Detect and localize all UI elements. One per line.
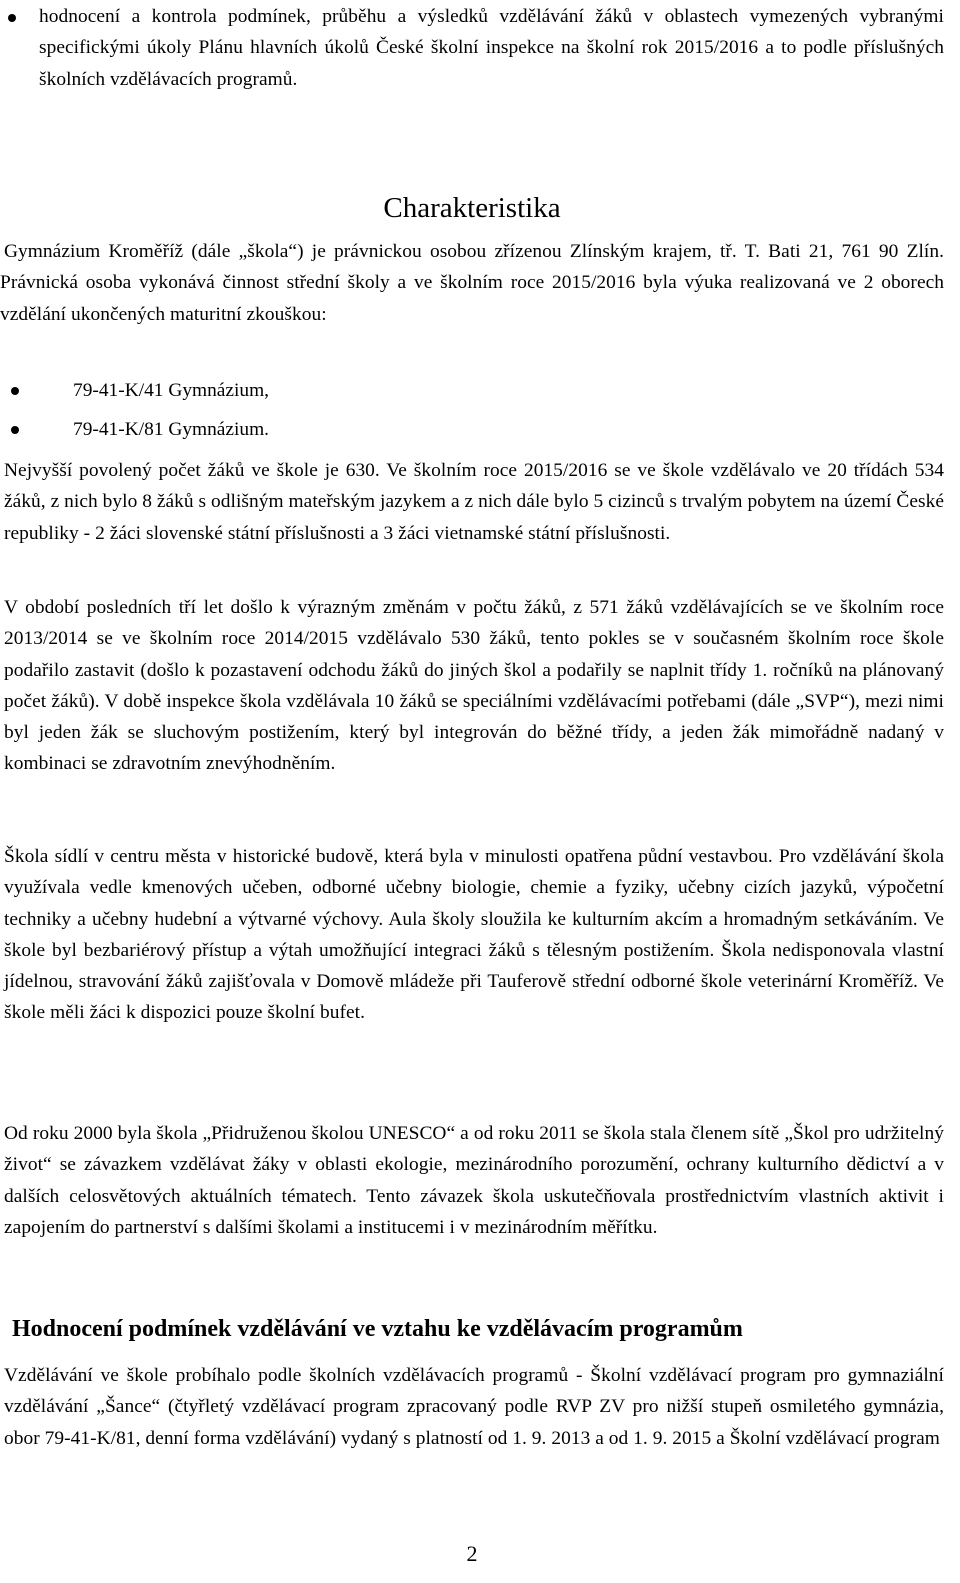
characteristics-paragraph-3: V období posledních tří let došlo k výrazným změnám v počtu žáků, z 571 žáků vzdělávajících se ve školním roce 2013/2014 se ve školním roce 2014/2015 vzdělávalo 530 žáků, tento pokles se v současném školním roce škole podařilo zastavit (došlo k pozastavení odchodu žáků do jiných škol a podařily se naplnit třídy 1. ročníků na plánovaný počet žáků). V době inspekce škola vzdělávala 10 žáků se speciálními vzdělávacími potřebami (dále „SVP“), mezi nimi byl jeden žák se sluchovým postižením, který byl integrován do běžné třídy, a jeden žák mimořádně nadaný v kombinaci se zdravotním znevýhodněním. (4, 597, 944, 775)
characteristics-heading: Charakteristika (383, 192, 561, 224)
bullet-icon (8, 14, 16, 22)
intro-bullet-text: hodnocení a kontrola podmínek, průběhu a výsledků vzdělávání žáků v oblastech vymezených vybranými specifickými úkoly Plánu hlavních úkolů České školní inspekce na školní rok 2015/2016 a to podle příslušných školních vzdělávacích programů. (39, 6, 944, 90)
intro-list (0, 1, 944, 95)
bullet-icon (11, 426, 19, 434)
program-list-item (0, 410, 944, 449)
characteristics-paragraph-4-block (4, 841, 944, 1029)
evaluation-paragraph-1: Vzdělávání ve škole probíhalo podle školních vzdělávacích programů - Školní vzdělávací program pro gymnaziální vzdělávání „Šance“ (čtyřletý vzdělávací program zpracovaný podle RVP ZV pro nižší stupeň osmiletého gymnázia, obor 79-41-K/81, denní forma vzdělávání) vydaný s platností od 1. 9. 2013 a od 1. 9. 2015 a Školní vzdělávací program (4, 1365, 944, 1449)
characteristics-paragraph-3-block (4, 592, 944, 780)
characteristics-paragraph-2: Nejvyšší povolený počet žáků ve škole je 630. Ve školním roce 2015/2016 se ve škole vzdělávalo ve 20 třídách 534 žáků, z nich bylo 8 žáků s odlišným mateřským jazykem a z nich dále bylo 5 cizinců s trvalým pobytem na území České republiky - 2 žáci slovenské státní příslušnosti a 3 žáci vietnamské státní příslušnosti. (4, 460, 945, 544)
evaluation-heading: Hodnocení podmínek vzdělávání ve vztahu ke vzdělávacím programům (12, 1316, 743, 1342)
characteristics-paragraph-1-block (0, 236, 944, 330)
characteristics-paragraph-2-block (4, 455, 944, 549)
characteristics-paragraph-4: Škola sídlí v centru města v historické budově, která byla v minulosti opatřena půdní vestavbou. Pro vzdělávání škola využívala vedle kmenových učeben, odborné učebny biologie, chemie a fyziky, učebny cizích jazyků, výpočetní techniky a učebny hudební a výtvarné výchovy. Aula školy sloužila ke kulturním akcím a hromadným setkáváním. Ve škole byl bezbariérový přístup a výtah umožňující integraci žáků s tělesným postižením. Škola nedisponovala vlastní jídelnou, stravování žáků zajišťovala v Domově mládeže při Tauferově střední odborné škole veterinární Kroměříž. Ve škole měli žáci k dispozici pouze školní bufet. (4, 846, 944, 1024)
evaluation-paragraph-1-block (4, 1360, 944, 1454)
program-list-item (0, 371, 944, 410)
characteristics-paragraph-1: Gymnázium Kroměříž (dále „škola“) je právnickou osobou zřízenou Zlínským krajem, tř. T. Bati 21, 761 90 Zlín. Právnická osoba vykonává činnost střední školy a ve školním roce 2015/2016 byla výuka realizovaná ve 2 oborech vzdělání ukončených maturitní zkouškou: (0, 241, 944, 325)
program-list (0, 371, 944, 449)
bullet-icon (11, 387, 19, 395)
characteristics-paragraph-5: Od roku 2000 byla škola „Přidruženou školou UNESCO“ a od roku 2011 se škola stala členem sítě „Škol pro udržitelný život“ se závazkem vzdělávat žáky v oblasti ekologie, mezinárodního porozumění, ochrany kulturního dědictví a v dalších celosvětových aktuálních tématech. Tento závazek škola uskutečňovala prostřednictvím vlastních aktivit i zapojením do partnerství s dalšími školami a institucemi i v mezinárodním měřítku. (4, 1123, 944, 1238)
intro-list-item (0, 1, 944, 95)
program-list-block (0, 371, 944, 449)
program-name: 79-41-K/41 Gymnázium, (73, 380, 270, 401)
page-number: 2 (466, 1541, 478, 1566)
program-name: 79-41-K/81 Gymnázium. (73, 419, 270, 440)
characteristics-paragraph-5-block (4, 1118, 944, 1243)
